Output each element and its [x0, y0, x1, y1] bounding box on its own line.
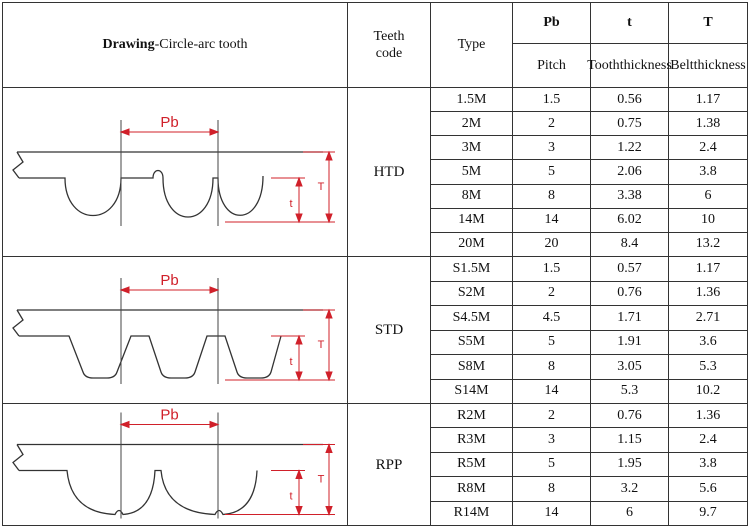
t-cell: 0.56: [591, 88, 669, 112]
t-cell: 0.76: [591, 404, 669, 428]
type-cell: S2M: [431, 281, 513, 306]
header-T: [669, 3, 748, 88]
T-cell: 3.6: [669, 330, 748, 355]
t-cell: 6: [591, 501, 669, 525]
drawing-cell-rpp: [3, 404, 348, 526]
drawing-cell-htd: [3, 88, 348, 257]
T-cell: 13.2: [669, 232, 748, 256]
t-dimension-label: t: [289, 356, 293, 368]
header-drawing-bold: Drawing: [102, 37, 155, 52]
t-cell: 3.05: [591, 355, 669, 380]
T-cell: 9.7: [669, 501, 748, 525]
pb-cell: 14: [513, 501, 591, 525]
pb-cell: 1.5: [513, 88, 591, 112]
header-teeth-code: [348, 3, 431, 88]
pb-cell: 3: [513, 428, 591, 452]
t-cell: 8.4: [591, 232, 669, 256]
header-T-desc: [669, 44, 747, 87]
pb-cell: 14: [513, 379, 591, 404]
T-cell: 3.8: [669, 452, 748, 476]
type-cell: R3M: [431, 428, 513, 452]
header-pb-symbol: Pb: [513, 3, 590, 44]
T-cell: 10.2: [669, 379, 748, 404]
T-cell: 5.6: [669, 477, 748, 501]
t-cell: 5.3: [591, 379, 669, 404]
type-cell: 1.5M: [431, 88, 513, 112]
belt-spec-table: [2, 2, 748, 526]
T-cell: 1.38: [669, 112, 748, 136]
t-cell: 0.57: [591, 257, 669, 282]
type-cell: S1.5M: [431, 257, 513, 282]
pb-dimension-label: Pb: [160, 114, 179, 131]
T-dimension-label: T: [317, 339, 325, 351]
t-cell: 3.38: [591, 184, 669, 208]
type-cell: R8M: [431, 477, 513, 501]
T-cell: 5.3: [669, 355, 748, 380]
type-cell: 2M: [431, 112, 513, 136]
t-cell: 3.2: [591, 477, 669, 501]
pb-cell: 14: [513, 208, 591, 232]
type-cell: R2M: [431, 404, 513, 428]
type-cell: S8M: [431, 355, 513, 380]
T-cell: 1.17: [669, 257, 748, 282]
t-dimension-label: t: [289, 490, 293, 503]
T-cell: 3.8: [669, 160, 748, 184]
T-cell: 10: [669, 208, 748, 232]
pb-cell: 8: [513, 184, 591, 208]
T-cell: 1.17: [669, 88, 748, 112]
header-T-symbol: T: [669, 3, 747, 44]
t-cell: 2.06: [591, 160, 669, 184]
pb-dimension-label: Pb: [160, 272, 179, 289]
type-cell: S5M: [431, 330, 513, 355]
header-teeth-code-line2: code: [375, 46, 403, 61]
T-cell: 2.4: [669, 428, 748, 452]
header-row: [3, 3, 748, 88]
pb-cell: 1.5: [513, 257, 591, 282]
table-row: [3, 404, 748, 428]
tooth-profile-drawing: [3, 404, 348, 525]
table-row: [3, 88, 748, 112]
drawing-cell-std: [3, 257, 348, 404]
tooth-profile-drawing: [3, 257, 348, 403]
pb-cell: 2: [513, 404, 591, 428]
t-cell: 1.95: [591, 452, 669, 476]
T-cell: 2.71: [669, 306, 748, 331]
type-cell: S4.5M: [431, 306, 513, 331]
pb-cell: 4.5: [513, 306, 591, 331]
type-cell: S14M: [431, 379, 513, 404]
pb-cell: 5: [513, 452, 591, 476]
header-drawing: [3, 3, 348, 88]
table-row: [3, 257, 748, 282]
T-dimension-label: T: [317, 181, 325, 193]
header-t-desc: [587, 44, 672, 87]
type-cell: 5M: [431, 160, 513, 184]
teeth-code-cell: HTD: [348, 88, 431, 257]
header-type: Type: [431, 3, 513, 88]
T-dimension-label: T: [317, 473, 325, 486]
type-cell: 20M: [431, 232, 513, 256]
t-cell: 1.15: [591, 428, 669, 452]
header-t-desc-line1: Tooth: [587, 58, 620, 73]
t-cell: 6.02: [591, 208, 669, 232]
T-cell: 1.36: [669, 281, 748, 306]
pb-cell: 2: [513, 281, 591, 306]
tooth-profile-drawing: [3, 88, 348, 256]
t-dimension-label: t: [289, 198, 293, 210]
T-cell: 2.4: [669, 136, 748, 160]
pb-dimension-label: Pb: [160, 406, 179, 424]
pb-cell: 8: [513, 477, 591, 501]
T-cell: 1.36: [669, 404, 748, 428]
header-pb: [513, 3, 591, 88]
t-cell: 1.91: [591, 330, 669, 355]
header-T-desc-line2: thickness: [693, 58, 746, 73]
type-cell: 3M: [431, 136, 513, 160]
pb-cell: 2: [513, 112, 591, 136]
header-drawing-rest: -Circle-arc tooth: [154, 37, 248, 52]
t-cell: 0.76: [591, 281, 669, 306]
pb-cell: 8: [513, 355, 591, 380]
t-cell: 1.71: [591, 306, 669, 331]
type-cell: R14M: [431, 501, 513, 525]
pb-cell: 20: [513, 232, 591, 256]
header-pb-desc: Pitch: [537, 58, 566, 73]
type-cell: R5M: [431, 452, 513, 476]
header-t-symbol: t: [591, 3, 668, 44]
pb-cell: 5: [513, 160, 591, 184]
t-cell: 0.75: [591, 112, 669, 136]
header-t: [587, 3, 672, 88]
header-teeth-code-line1: Teeth: [373, 29, 405, 44]
T-cell: 6: [669, 184, 748, 208]
header-t-desc-line2: thickness: [619, 58, 672, 73]
type-cell: 14M: [431, 208, 513, 232]
type-cell: 8M: [431, 184, 513, 208]
teeth-code-cell: RPP: [348, 404, 431, 526]
header-T-desc-line1: Belt: [670, 58, 694, 73]
teeth-code-cell: STD: [348, 257, 431, 404]
pb-cell: 5: [513, 330, 591, 355]
pb-cell: 3: [513, 136, 591, 160]
t-cell: 1.22: [591, 136, 669, 160]
